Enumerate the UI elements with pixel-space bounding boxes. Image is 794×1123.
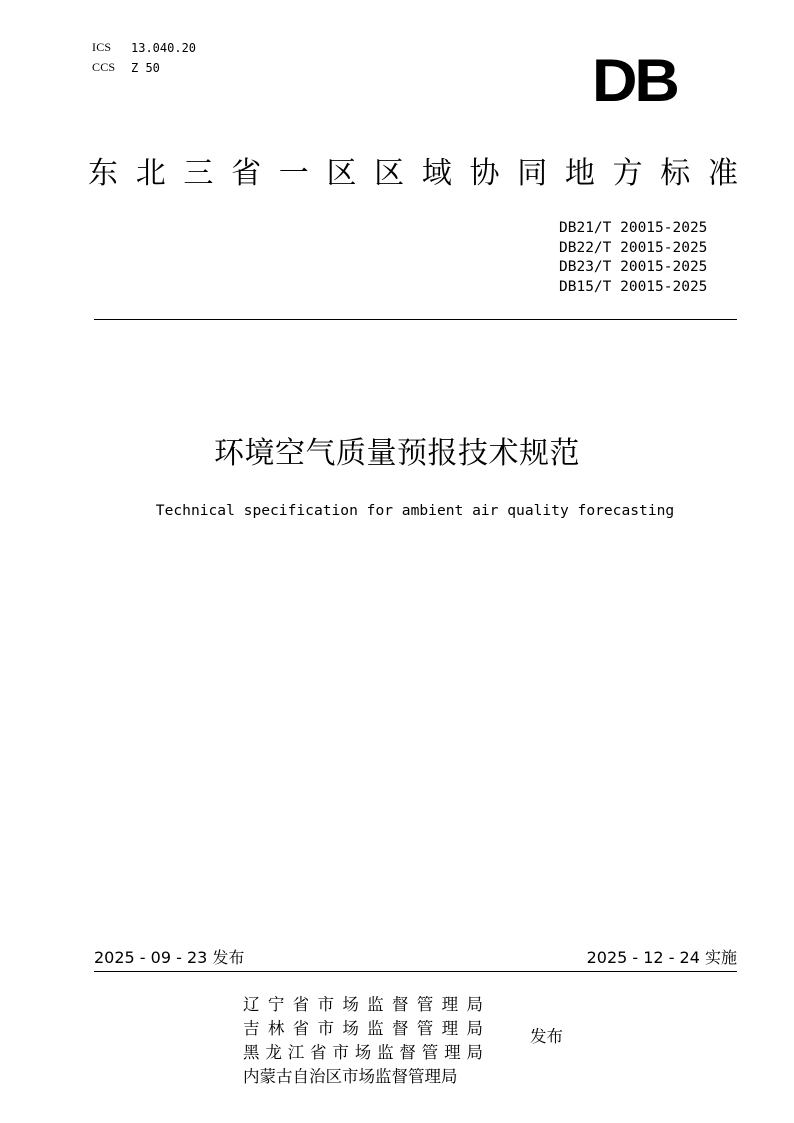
heading-char: 协 [469, 156, 500, 191]
standard-number: DB15/T 20015-2025 [559, 278, 708, 295]
heading-char: 一 [278, 156, 309, 191]
document-title-cn: 环境空气质量预报技术规范 [214, 436, 580, 471]
heading-char: 省 [231, 156, 262, 191]
issuer-name: 黑 龙 江 省 市 场 监 督 管 理 局 [243, 1043, 483, 1062]
ics-code: 13.040.20 [131, 41, 197, 55]
issuer-name: 吉 林 省 市 场 监 督 管 理 局 [243, 1019, 483, 1038]
document-title-en: Technical specification for ambient air quality forecasting [155, 502, 675, 519]
publish-date: 2025 - 09 - 23 发布 [94, 948, 245, 967]
standard-number: DB21/T 20015-2025 [559, 220, 708, 236]
heading-char: 区 [374, 156, 405, 191]
heading-char: 区 [326, 156, 357, 191]
issuer-name: 辽 宁 省 市 场 监 督 管 理 局 [243, 995, 483, 1014]
standard-number: DB22/T 20015-2025 [559, 239, 708, 256]
heading-char: 同 [517, 156, 548, 191]
heading-char: 北 [135, 156, 166, 191]
heading-char: 方 [612, 156, 643, 191]
issuer-name: 内蒙古自治区市场监督管理局 [243, 1067, 458, 1086]
header-divider [94, 319, 737, 320]
db-logo: DB [592, 47, 677, 114]
heading-char: 准 [707, 156, 738, 191]
standard-number: DB23/T 20015-2025 [559, 259, 708, 275]
ccs-code: Z 50 [131, 61, 160, 75]
ics-label: ICS [92, 40, 112, 54]
footer-divider [94, 971, 737, 972]
standard-numbers [559, 219, 707, 297]
heading-char: 东 [88, 156, 118, 191]
implement-date: 2025 - 12 - 24 实施 [586, 948, 737, 967]
ccs-label: CCS [92, 60, 116, 74]
issuing-authorities [243, 993, 483, 1089]
heading-char: 地 [564, 156, 595, 191]
heading-char: 标 [660, 156, 691, 191]
issue-label: 发布 [530, 1027, 563, 1046]
standard-type-heading [88, 154, 738, 194]
heading-char: 三 [183, 156, 214, 191]
heading-char: 域 [421, 156, 452, 191]
